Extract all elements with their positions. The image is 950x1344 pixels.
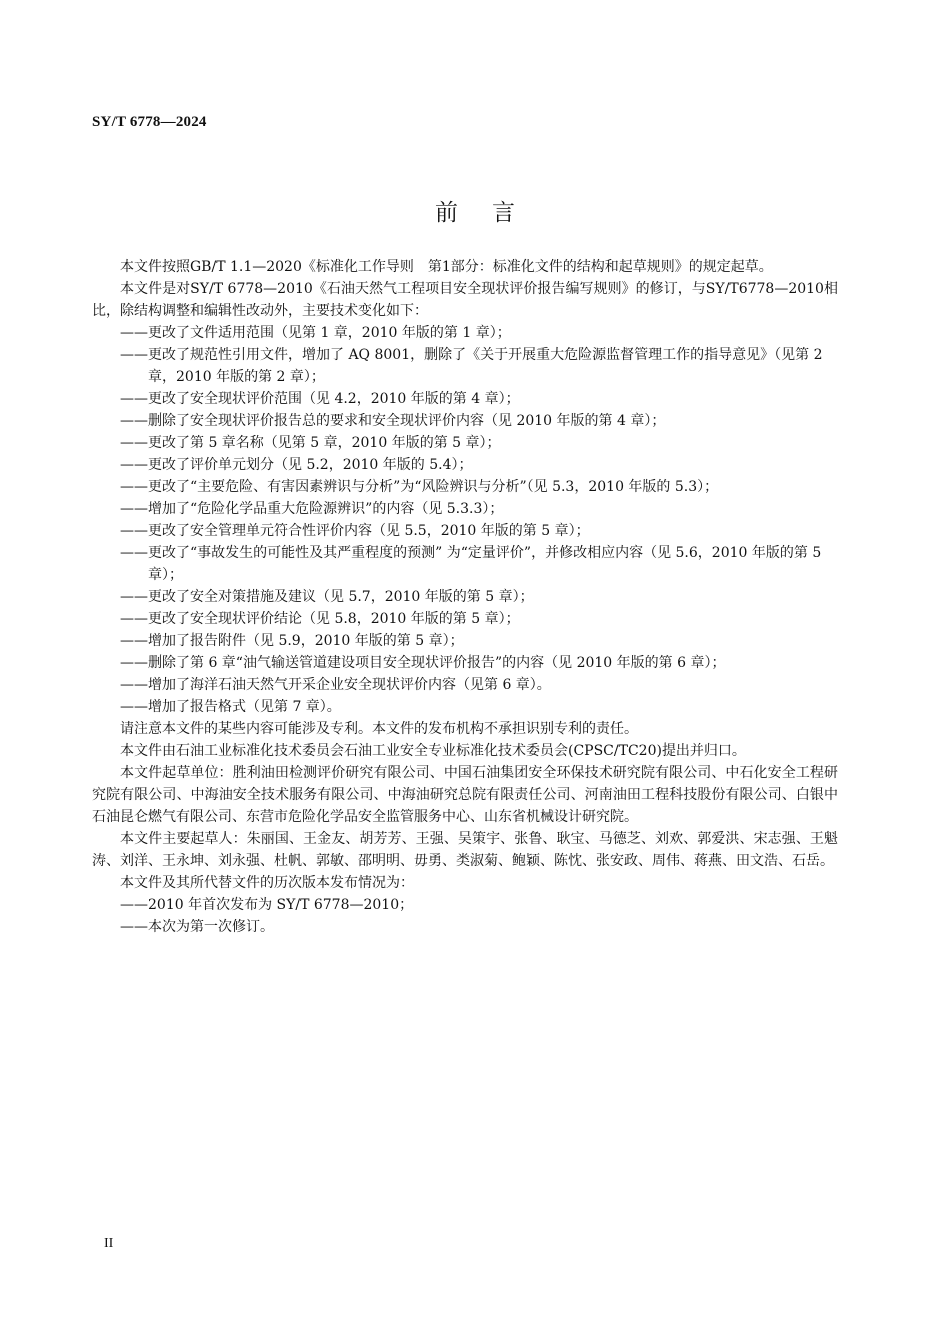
patent-note: 请注意本文件的某些内容可能涉及专利。本文件的发布机构不承担识别专利的责任。 xyxy=(120,721,638,737)
list-item: ——更改了第 5 章名称（见第 5 章，2010 年版的第 5 章）； xyxy=(120,435,501,451)
history-list xyxy=(92,894,838,938)
list-item: ——更改了安全现状评价结论（见 5.8，2010 年版的第 5 章）； xyxy=(120,611,520,627)
foreword-body xyxy=(92,256,838,938)
list-item: ——删除了安全现状评价报告总的要求和安全现状评价内容（见 2010 年版的第 4 章）； xyxy=(120,413,666,429)
list-item: ——增加了海洋石油天然气开采企业安全现状评价内容（见第 6 章）。 xyxy=(120,677,551,693)
intro-paragraph: 本文件是对SY/T 6778—2010《石油天然气工程项目安全现状评价报告编写规则》的修订，与SY/T6778—2010相比，除结构调整和编辑性改动外，主要技术变化如下： xyxy=(92,281,838,319)
history-intro: 本文件及其所代替文件的历次版本发布情况为： xyxy=(120,875,414,891)
list-item: ——删除了第 6 章“油气输送管道建设项目安全现状评价报告”的内容（见 2010 年版的第 6 章）； xyxy=(120,655,726,671)
list-item: ——更改了安全对策措施及建议（见 5.7，2010 年版的第 5 章）； xyxy=(120,589,534,605)
standard-code: SY/T 6778—2024 xyxy=(92,114,207,130)
list-item: ——更改了评价单元划分（见 5.2，2010 年版的 5.4）； xyxy=(120,457,473,473)
list-item: ——更改了“主要危险、有害因素辨识与分析”为“风险辨识与分析”（见 5.3，2010 年版的 5.3）； xyxy=(120,479,719,495)
list-item: ——本次为第一次修订。 xyxy=(120,919,274,935)
page-number: II xyxy=(104,1236,114,1251)
list-item: ——增加了报告格式（见第 7 章）。 xyxy=(120,699,341,715)
list-item: ——更改了规范性引用文件，增加了 AQ 8001，删除了《关于开展重大危险源监督管理工作的指导意见》（见第 2 章，2010 年版的第 2 章）； xyxy=(120,347,823,385)
drafters: 本文件主要起草人：朱丽国、王金友、胡芳芳、王强、吴策宇、张鲁、耿宝、马德芝、刘欢、郭爱洪、宋志强、王魁涛、刘洋、王永坤、刘永强、杜帆、郭敏、邵明明、毋勇、类淑菊、鲍颖、陈忱、张安政、周伟、蒋燕、田文浩、石岳。 xyxy=(92,831,838,869)
intro-paragraph: 本文件按照GB/T 1.1—2020《标准化工作导则 第1部分：标准化文件的结构和起草规则》的规定起草。 xyxy=(120,259,773,275)
list-item: ——增加了“危险化学品重大危险源辨识”的内容（见 5.3.3）； xyxy=(120,501,504,517)
page-title: 前言 xyxy=(435,200,549,226)
list-item: ——增加了报告附件（见 5.9，2010 年版的第 5 章）； xyxy=(120,633,464,649)
proposer-note: 本文件由石油工业标准化技术委员会石油工业安全专业标准化技术委员会(CPSC/TC20)提出并归口。 xyxy=(120,743,746,759)
list-item: ——更改了“事故发生的可能性及其严重程度的预测” 为“定量评价”，并修改相应内容（见 5.6，2010 年版的第 5 章）； xyxy=(120,545,822,583)
list-item: ——2010 年首次发布为 SY/T 6778—2010； xyxy=(120,897,414,913)
drafting-units: 本文件起草单位：胜利油田检测评价研究有限公司、中国石油集团安全环保技术研究院有限公司、中石化安全工程研究院有限公司、中海油安全技术服务有限公司、中海油研究总院有限责任公司、河南油田工程科技股份有限公司、白银中石油昆仑燃气有限公司、东营市危险化学品安全监管服务中心、山东省机械设计研究院。 xyxy=(92,765,838,825)
list-item: ——更改了文件适用范围（见第 1 章，2010 年版的第 1 章）； xyxy=(120,325,511,341)
changes-list xyxy=(92,322,838,718)
list-item: ——更改了安全管理单元符合性评价内容（见 5.5，2010 年版的第 5 章）； xyxy=(120,523,590,539)
list-item: ——更改了安全现状评价范围（见 4.2，2010 年版的第 4 章）； xyxy=(120,391,520,407)
